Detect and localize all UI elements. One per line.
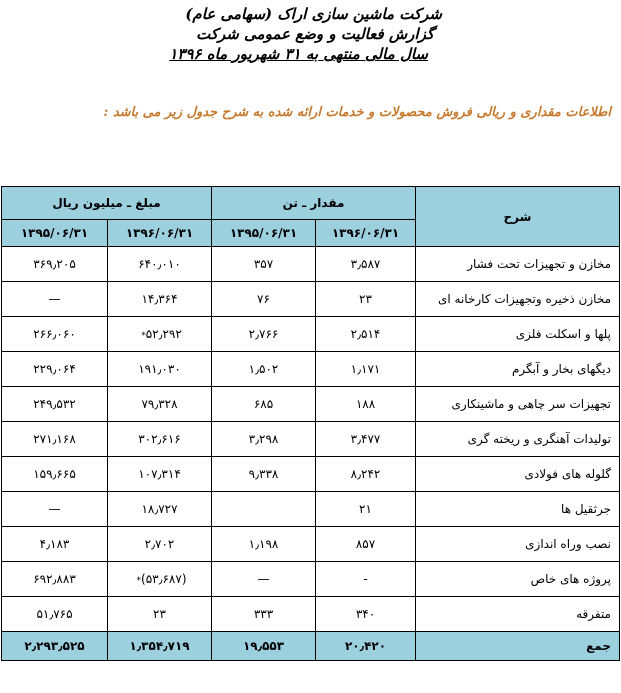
qty-1395: ۹٫۳۳۸: [212, 457, 316, 492]
amount-1395: ۴٫۱۸۳: [2, 527, 108, 562]
amount-1396: [108, 282, 212, 317]
row-desc: پروژه های خاص: [416, 562, 620, 597]
table-row: [2, 247, 620, 282]
qty-1395: ۲٫۷۶۶: [212, 317, 316, 352]
table-row: [2, 422, 620, 457]
company-name: شرکت ماشین سازی اراک (سهامی عام): [185, 5, 442, 23]
amount-1396-value: ۲٫۷۰۲: [144, 537, 175, 551]
table-row: [2, 352, 620, 387]
amount-1396-value: ۱۰۷٫۳۱۴: [138, 467, 181, 481]
qty-1395: ۶۸۵: [212, 387, 316, 422]
amount-1396: [108, 387, 212, 422]
amount-1396-value: ۲۳: [153, 607, 166, 621]
amount-1395: ۳۶۹٫۲۰۵: [2, 247, 108, 282]
amount-1396: [108, 562, 212, 597]
amount-1396-value: ۱۹۱٫۰۳۰: [138, 362, 181, 376]
amount-1396: [108, 527, 212, 562]
amount-1396: [108, 317, 212, 352]
amount-1396: [108, 422, 212, 457]
row-desc: گلوله های فولادی: [416, 457, 620, 492]
table-row: [2, 527, 620, 562]
qty-1396: ۸۵۷: [316, 527, 416, 562]
amount-1396-value: ۱۴٫۳۶۴: [141, 292, 178, 306]
amount-1396-value: (۵۳٫۶۸۷): [141, 572, 187, 586]
qty-1395: ۳۳۳: [212, 597, 316, 632]
table-row: [2, 387, 620, 422]
total-qty-1395: ۱۹٫۵۵۳: [212, 632, 316, 661]
amount-1396-value: ۶۴۰٫۰۱۰: [138, 257, 181, 271]
table-row: [2, 457, 620, 492]
row-desc: متفرقه: [416, 597, 620, 632]
row-desc: مخازن ذخیره وتجهیزات کارخانه ای: [416, 282, 620, 317]
qty-1395: —: [212, 562, 316, 597]
total-label: جمع: [416, 632, 620, 661]
amount-1395: ۱۵۹٫۶۶۵: [2, 457, 108, 492]
row-desc: پلها و اسکلت فلزی: [416, 317, 620, 352]
fiscal-year: سال مالی منتهی به ۳۱ شهریور ماه ۱۳۹۶: [169, 45, 428, 63]
amount-1396: [108, 597, 212, 632]
total-amount-1396: ۱٫۳۵۴٫۷۱۹: [108, 632, 212, 661]
amount-1396: [108, 492, 212, 527]
table-row: [2, 492, 620, 527]
qty-1396: ۲۳: [316, 282, 416, 317]
amount-1395: ۵۱٫۷۶۵: [2, 597, 108, 632]
total-qty-1396: ۲۰٫۴۲۰: [316, 632, 416, 661]
qty-1395: ۱٫۵۰۲: [212, 352, 316, 387]
sales-table: [1, 186, 620, 661]
qty-1396: ۲۱: [316, 492, 416, 527]
qty-1396: ۱۸۸: [316, 387, 416, 422]
amount-1396: [108, 352, 212, 387]
report-title: گزارش فعالیت و وضع عمومی شرکت: [196, 25, 434, 43]
table-row: [2, 597, 620, 632]
amount-1396: [108, 457, 212, 492]
qty-1396: -: [316, 562, 416, 597]
report-header: [150, 4, 450, 64]
amount-1395: —: [2, 492, 108, 527]
amount-1395-header: ۱۳۹۵/۰۶/۳۱: [2, 220, 108, 247]
amount-1396-value: ۳۰۲٫۶۱۶: [138, 432, 181, 446]
qty-1395: ۱٫۱۹۸: [212, 527, 316, 562]
amount-1396-value: ۷۹٫۳۲۸: [141, 397, 178, 411]
amount-1395: —: [2, 282, 108, 317]
qty-1396: ۱٫۱۷۱: [316, 352, 416, 387]
amount-1396-value: ۱۸٫۷۲۷: [141, 502, 178, 516]
qty-group-header: مقدار ـ تن: [212, 187, 416, 220]
amount-group-header: مبلغ ـ میلیون ریال: [2, 187, 212, 220]
qty-1396: ۳۴۰: [316, 597, 416, 632]
qty-1395: ۷۶: [212, 282, 316, 317]
row-desc: تولیدات آهنگری و ریخته گری: [416, 422, 620, 457]
total-row: [2, 632, 620, 661]
qty-1395: ۳۵۷: [212, 247, 316, 282]
qty-1396-header: ۱۳۹۶/۰۶/۳۱: [316, 220, 416, 247]
amount-1395: ۶۹۲٫۸۸۳: [2, 562, 108, 597]
amount-1395: ۲۲۹٫۰۶۴: [2, 352, 108, 387]
amount-1395: ۲۶۶٫۰۶۰: [2, 317, 108, 352]
amount-1396-value: ۵۲٫۲۹۲: [145, 327, 182, 341]
row-desc: تجهیزات سر چاهی و ماشینکاری: [416, 387, 620, 422]
table-row: [2, 282, 620, 317]
qty-1396: ۳٫۴۷۷: [316, 422, 416, 457]
qty-1395-header: ۱۳۹۵/۰۶/۳۱: [212, 220, 316, 247]
footnote-star: *: [136, 576, 141, 586]
qty-1395: [212, 492, 316, 527]
qty-1396: ۸٫۲۴۲: [316, 457, 416, 492]
col-desc-header: شرح: [416, 187, 620, 247]
row-desc: جرثقیل ها: [416, 492, 620, 527]
table-row: [2, 562, 620, 597]
total-amount-1395: ۲٫۲۹۳٫۵۲۵: [2, 632, 108, 661]
footnote-star: *: [141, 331, 146, 341]
intro-text: اطلاعات مقداری و ریالی فروش محصولات و خدمات ارائه شده به شرح جدول زیر می باشد :: [103, 105, 611, 120]
qty-1396: ۳٫۵۸۷: [316, 247, 416, 282]
table-row: [2, 317, 620, 352]
qty-1395: ۳٫۲۹۸: [212, 422, 316, 457]
amount-1395: ۲۷۱٫۱۶۸: [2, 422, 108, 457]
qty-1396: ۲٫۵۱۴: [316, 317, 416, 352]
row-desc: مخازن و تجهیزات تحت فشار: [416, 247, 620, 282]
row-desc: دیگهای بخار و آبگرم: [416, 352, 620, 387]
amount-1395: ۲۴۹٫۵۳۲: [2, 387, 108, 422]
row-desc: نصب وراه اندازی: [416, 527, 620, 562]
amount-1396-header: ۱۳۹۶/۰۶/۳۱: [108, 220, 212, 247]
amount-1396: [108, 247, 212, 282]
